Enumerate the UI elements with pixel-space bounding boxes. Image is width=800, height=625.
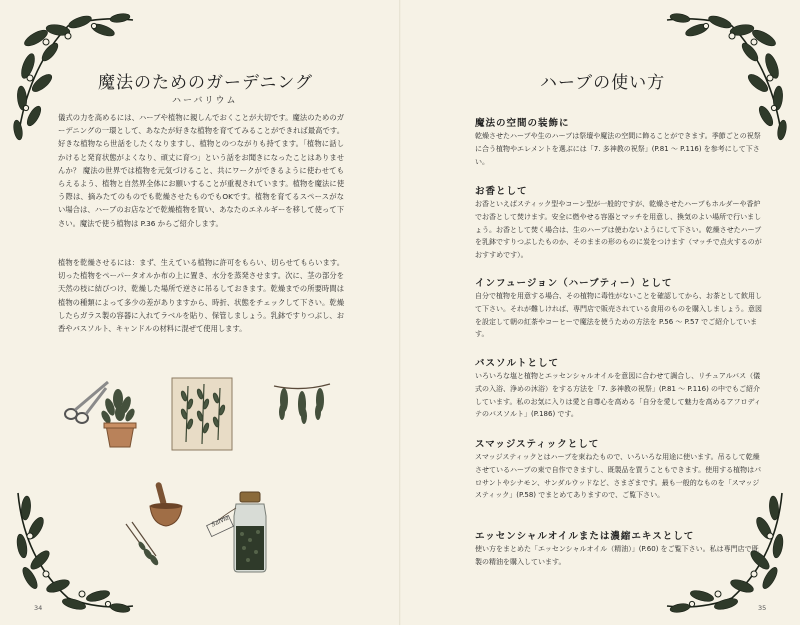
section-body: 乾燥させたハーブや生のハーブは祭壇や魔法の空間に飾ることができます。季節ごとの祝祭に合う植物やエレメントを選ぶには「7. 多神教の祝祭」(P.81 〜 P.116) を参考にして下さい。	[475, 132, 761, 166]
page-number-left: 34	[34, 604, 43, 612]
section-body: 自分で植物を用意する場合、その植物に毒性がないことを確認してから、お茶として飲用して下さい。それが難しければ、専門店で販売されている食用のものを購入しましょう。意図を設定して朝の紅茶やコーヒーで魔法を使うための方法を P.56 〜 P.57 でご紹介しています。	[475, 292, 762, 339]
laurel-ornament-top-right	[662, 8, 792, 148]
pressed-herbs-illustration	[170, 376, 234, 452]
section-heading: エッセンシャルオイルまたは濃縮エキスとして	[475, 531, 695, 542]
herb-sprigs-illustration	[122, 520, 162, 570]
section-heading: 魔法の空間の装飾に	[475, 118, 570, 129]
right-page	[400, 0, 800, 625]
page-subtitle: ハーバリウム	[172, 96, 238, 106]
section-heading: スマッジスティックとして	[475, 439, 600, 450]
section-body: お香といえばスティック型やコーン型が一般的ですが、乾燥させたハーブもホルダーや香炉でお香として焚けます。安全に燃やせる容器とマッチを用意し、換気のよい場所で行いましょう。お香として焚く場合は、生のハーブは使わないようにして下さい。乾燥させたハーブを乳鉢ですりつぶしたものか、そのままの形のものに炭をつけます（マッチで点火するのがおすすめです）。	[475, 200, 762, 260]
drying-paragraph: 植物を乾燥させるには：まず、生えている植物に許可をもらい、切らせてもらいます。切った植物をペーパータオルか布の上に置き、水分を蒸発させます。次に、茎の部分を天然の枝に結びつけ、乾燥した場所で逆さに吊るしておきます。乾燥までの所要時間は植物の種類によって多少の差がありますから、時折、状態をチェックして下さい。乾燥したらガラス製の容器に入れてラベルを貼り、保管しましょう。乳鉢ですりつぶし、お香やバスソルト、キャンドルの材料に混ぜて使用します。	[58, 258, 344, 334]
section-heading: インフュージョン（ハーブティー）として	[475, 278, 673, 289]
page-title: ハーブの使い方	[540, 73, 666, 93]
page-title: 魔法のためのガーデニング	[98, 73, 313, 93]
section-heading: お香として	[475, 186, 528, 197]
page-number-right: 35	[758, 604, 767, 612]
section-body: 使い方をまとめた「エッセンシャルオイル（精油）」(P.60) をご覧下さい。私は専門店で既製の精油を購入しています。	[475, 545, 759, 566]
intro-paragraph: 儀式の力を高めるには、ハーブや植物に親しんでおくことが大切です。魔法のためのガーデニングの一環として、あなたが好きな植物を育ててみることができれば最高です。好きな植物なら世話をしたくなりますし、植物とのつながりも持てます。「植物に話しかけると発育状態がよくなり、頑丈に育つ」という話をお聞きになったことはありませんか？ 魔法の世界では植物を元気づけること、共にワークができるように使わせてもらえるよう、植物と自然界全体にお願いすることが重視されています。植物を魔法に使う際は、摘みたてのものでも乾燥させたものでもOKです。植物を育てるスペースがない場合は、ハーブのお店などで乾燥植物を買い、あなたのエネルギーを移して使って下さい。魔法で使う植物は P.36 からご紹介します。	[58, 113, 344, 228]
laurel-ornament-bottom-left	[8, 488, 138, 618]
section-heading: バスソルトとして	[475, 358, 560, 369]
section-body: いろいろな塩と植物とエッセンシャルオイルを意図に合わせて調合し、リチュアルバス（儀式の入浴、浄めの沐浴）をする方法を「7. 多神教の祝祭」(P.81 〜 P.116) の中でもご紹介しています。私のお気に入りは愛と自尊心を高める「自分を愛して魅力を高めるアフロディテのバスソルト」(P.186) です。	[475, 372, 761, 419]
glass-jar-illustration	[206, 486, 276, 576]
potted-herb-illustration	[98, 385, 142, 449]
section-body: スマッジスティックとはハーブを束ねたもので、いろいろな用途に使います。吊るして乾燥させているハーブの束で自作できますし、既製品を買うこともできます。使用する植物はパロサントやシナモン、サンダルウッドなど、さまざまです。最も一般的なものを「スマッジスティック」(P.58) でまとめてありますので、ご覧下さい。	[475, 453, 762, 500]
hanging-herbs-illustration	[272, 378, 332, 434]
jar-label-text: Salvia	[210, 514, 231, 529]
